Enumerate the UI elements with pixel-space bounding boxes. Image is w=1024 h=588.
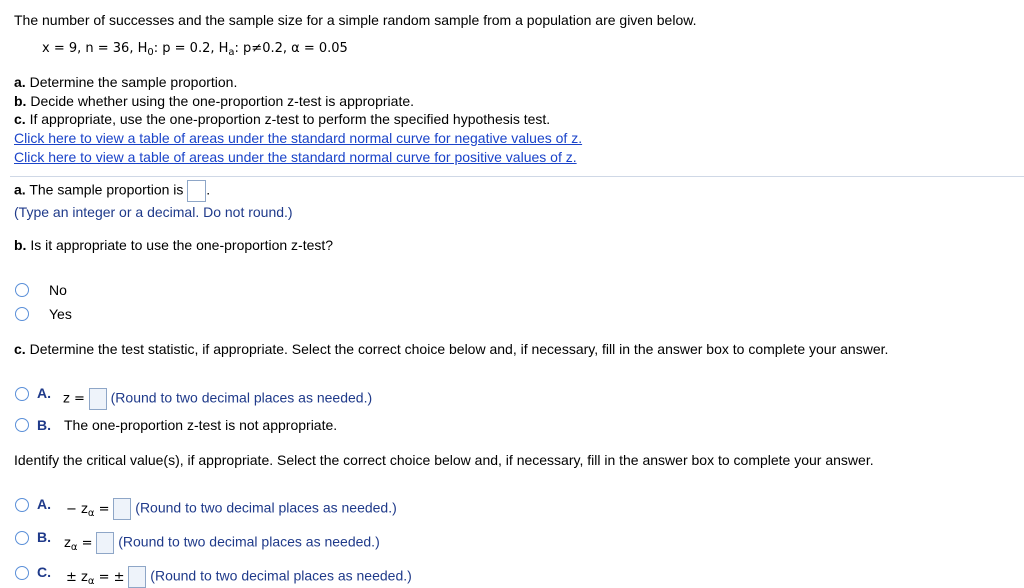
test-stat-choice-b-letter: B. [37, 417, 51, 433]
part-c-letter: c. [14, 341, 26, 357]
pm-critical-value-input[interactable] [128, 566, 146, 588]
test-stat-choice-a-letter: A. [37, 385, 51, 401]
critical-choice-c-hint: (Round to two decimal places as needed.) [150, 567, 412, 584]
section-divider [10, 176, 1024, 177]
part-a-prompt-row [14, 180, 210, 202]
h0-subscript: 0 [147, 47, 154, 58]
critical-choice-a [66, 498, 397, 520]
part-c-instruction: Determine the test statistic, if appropriate. Select the correct choice below and, if necessary, fill in the answer box to complete your answer. [29, 341, 889, 357]
task-a [14, 73, 237, 91]
sample-proportion-input[interactable] [187, 180, 206, 202]
test-stat-choice-a-hint: (Round to two decimal places as needed.) [110, 389, 373, 406]
task-a-text: Determine the sample proportion. [29, 74, 238, 90]
critical-choice-b-letter: B. [37, 529, 51, 545]
test-statistic-input[interactable] [89, 388, 107, 410]
task-b [14, 92, 414, 110]
critical-choice-c [66, 566, 412, 588]
intro-text: The number of successes and the sample size for a simple random sample from a population are given below. [14, 12, 697, 28]
radio-yes[interactable] [15, 307, 29, 321]
task-a-letter: a. [14, 74, 26, 90]
task-b-letter: b. [14, 93, 27, 109]
part-b-letter: b. [14, 237, 27, 253]
task-c-letter: c. [14, 111, 26, 127]
given-values [42, 40, 348, 58]
task-c-text: If appropriate, use the one-proportion z-test to perform the specified hypothesis test. [29, 111, 551, 127]
test-stat-choice-a [63, 388, 372, 410]
option-yes-label: Yes [49, 306, 72, 322]
part-b-question: Is it appropriate to use the one-proportion z-test? [30, 237, 334, 253]
radio-test-stat-a[interactable] [15, 387, 29, 401]
radio-critical-a[interactable] [15, 498, 29, 512]
z-alpha-label: $z_\alpha$ = [64, 535, 93, 553]
critical-choice-a-hint: (Round to two decimal places as needed.) [135, 499, 397, 516]
radio-no[interactable] [15, 283, 29, 297]
negative-z-table-link[interactable]: Click here to view a table of areas under the standard normal curve for negative values of z. [14, 130, 583, 146]
radio-critical-b[interactable] [15, 531, 29, 545]
part-a-prompt: The sample proportion is [29, 181, 184, 198]
part-a-period: . [206, 181, 211, 198]
radio-test-stat-b[interactable] [15, 418, 29, 432]
neg-z-alpha-label: − $z_\alpha$ = [66, 501, 110, 519]
radio-critical-c[interactable] [15, 566, 29, 580]
part-b-question-row [14, 236, 333, 254]
critical-choice-b-hint: (Round to two decimal places as needed.) [118, 533, 380, 550]
positive-z-table-link[interactable]: Click here to view a table of areas under the standard normal curve for positive values of z. [14, 149, 577, 165]
pm-z-alpha-label: ± $z_\alpha$ = ± [66, 569, 125, 587]
not-equal-symbol: ≠ [251, 41, 263, 56]
neg-critical-value-input[interactable] [113, 498, 131, 520]
task-b-text: Decide whether using the one-proportion z-test is appropriate. [30, 93, 415, 109]
given-ha: : p [234, 41, 252, 56]
z-label: z = [63, 391, 85, 407]
task-c [14, 110, 550, 128]
ha-subscript: a [228, 47, 235, 58]
critical-choice-c-letter: C. [37, 564, 51, 580]
option-no-label: No [49, 282, 67, 298]
given-x-n: x = 9, n = 36, H [42, 41, 148, 56]
critical-choice-b [64, 532, 380, 554]
critical-choice-a-letter: A. [37, 496, 51, 512]
given-h0: : p = 0.2, H [153, 41, 229, 56]
part-c-instruction-row [14, 340, 888, 358]
critical-instruction: Identify the critical value(s), if appropriate. Select the correct choice below and, if necessary, fill in the answer box to complete your answer. [14, 452, 874, 468]
test-stat-choice-b-text: The one-proportion z-test is not appropriate. [64, 417, 338, 433]
part-a-hint: (Type an integer or a decimal. Do not round.) [14, 204, 293, 220]
given-rest: 0.2, α = 0.05 [262, 41, 348, 56]
critical-value-input[interactable] [96, 532, 114, 554]
part-a-letter: a. [14, 181, 26, 198]
